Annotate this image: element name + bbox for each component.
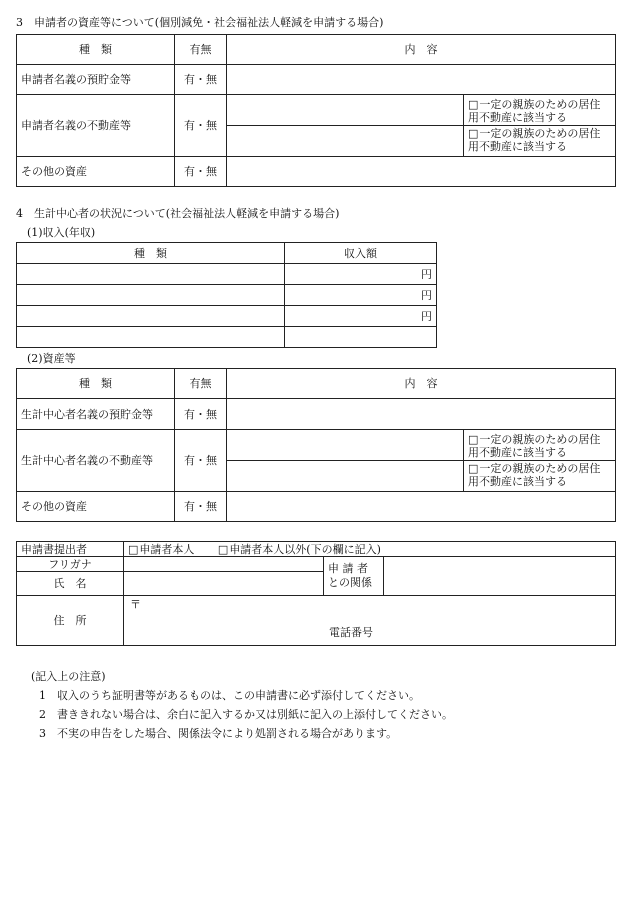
checkbox-icon <box>468 433 479 446</box>
have-toggle[interactable]: 有・無 <box>175 65 227 95</box>
checkbox-icon <box>218 543 229 556</box>
income-type-field[interactable] <box>17 285 285 306</box>
col-have-header: 有無 <box>175 369 227 399</box>
income-title: (1)収入(年収) <box>27 226 96 239</box>
residence-checkbox[interactable]: □ 一定の親族のための居住用不動産に該当する <box>464 460 615 489</box>
income-amount-field[interactable]: 円 <box>285 285 437 306</box>
name-field[interactable] <box>124 572 324 596</box>
content-field-split <box>227 430 464 492</box>
row-savings-label: 生計中心者名義の預貯金等 <box>17 399 175 430</box>
assets-table <box>16 368 616 522</box>
note-item: 3 不実の申告をした場合、関係法令により処罰される場合があります。 <box>39 727 398 740</box>
residence-checkbox[interactable]: □ 一定の親族のための居住用不動産に該当する <box>464 97 615 125</box>
income-amount-header: 収入額 <box>285 243 437 264</box>
row-realestate-label: 申請者名義の不動産等 <box>17 95 175 157</box>
row-savings-label: 申請者名義の預貯金等 <box>17 65 175 95</box>
col-have-header: 有無 <box>175 35 227 65</box>
furigana-field[interactable] <box>124 557 324 572</box>
income-amount-field[interactable]: 円 <box>285 264 437 285</box>
other-checkbox[interactable]: □ 申請者本人以外(下の欄に記入) <box>218 543 381 556</box>
checkbox-cell <box>464 95 616 157</box>
content-field[interactable] <box>227 157 616 187</box>
note-item: 2 書ききれない場合は、余白に記入するか又は別紙に記入の上添付してください。 <box>39 708 453 721</box>
submitter-table <box>16 541 616 646</box>
content-field[interactable] <box>227 492 616 522</box>
address-field[interactable] <box>124 596 616 646</box>
checkbox-icon <box>128 543 139 556</box>
income-table <box>16 242 437 348</box>
income-type-field[interactable] <box>17 327 285 348</box>
checkbox-cell <box>464 430 616 492</box>
col-type-header: 種 類 <box>17 369 175 399</box>
col-content-header: 内 容 <box>227 35 616 65</box>
phone-label: 電話番号 <box>329 626 373 639</box>
have-toggle[interactable]: 有・無 <box>175 430 227 492</box>
address-label: 住 所 <box>17 596 124 646</box>
income-amount-field[interactable]: 円 <box>285 306 437 327</box>
income-type-field[interactable] <box>17 306 285 327</box>
have-toggle[interactable]: 有・無 <box>175 492 227 522</box>
furigana-label: フリガナ <box>17 557 124 572</box>
residence-checkbox[interactable]: □ 一定の親族のための居住用不動産に該当する <box>464 125 615 154</box>
postal-mark: 〒 <box>130 598 141 611</box>
have-toggle[interactable]: 有・無 <box>175 95 227 157</box>
row-realestate-label: 生計中心者名義の不動産等 <box>17 430 175 492</box>
content-field[interactable] <box>227 125 463 126</box>
checkbox-icon <box>468 127 479 140</box>
income-type-field[interactable] <box>17 264 285 285</box>
submitter-options <box>124 542 616 557</box>
have-toggle[interactable]: 有・無 <box>175 399 227 430</box>
name-label: 氏 名 <box>17 572 124 596</box>
submitter-label: 申請書提出者 <box>17 542 124 557</box>
income-type-header: 種 類 <box>17 243 285 264</box>
relation-label: 申 請 者 との関係 <box>324 557 384 596</box>
note-item: 1 収入のうち証明書等があるものは、この申請書に必ず添付してください。 <box>39 689 420 702</box>
content-field[interactable] <box>227 65 616 95</box>
row-other-label: その他の資産 <box>17 157 175 187</box>
content-field[interactable] <box>227 460 463 461</box>
section3-title: 3 申請者の資産等について(個別減免・社会福祉法人軽減を申請する場合) <box>16 16 384 29</box>
checkbox-icon <box>468 98 479 111</box>
relation-field[interactable] <box>384 557 616 596</box>
have-toggle[interactable]: 有・無 <box>175 157 227 187</box>
self-checkbox[interactable]: □ 申請者本人 <box>128 543 194 556</box>
assets-title: (2)資産等 <box>27 352 76 365</box>
section4-title: 4 生計中心者の状況について(社会福祉法人軽減を申請する場合) <box>16 207 340 220</box>
residence-checkbox[interactable]: □ 一定の親族のための居住用不動産に該当する <box>464 432 615 460</box>
col-type-header: 種 類 <box>17 35 175 65</box>
content-field[interactable] <box>227 399 616 430</box>
row-other-label: その他の資産 <box>17 492 175 522</box>
col-content-header: 内 容 <box>227 369 616 399</box>
notes-title: (記入上の注意) <box>31 670 106 683</box>
section3-table <box>16 34 616 187</box>
income-amount-field[interactable] <box>285 327 437 348</box>
content-field-split <box>227 95 464 157</box>
checkbox-icon <box>468 462 479 475</box>
